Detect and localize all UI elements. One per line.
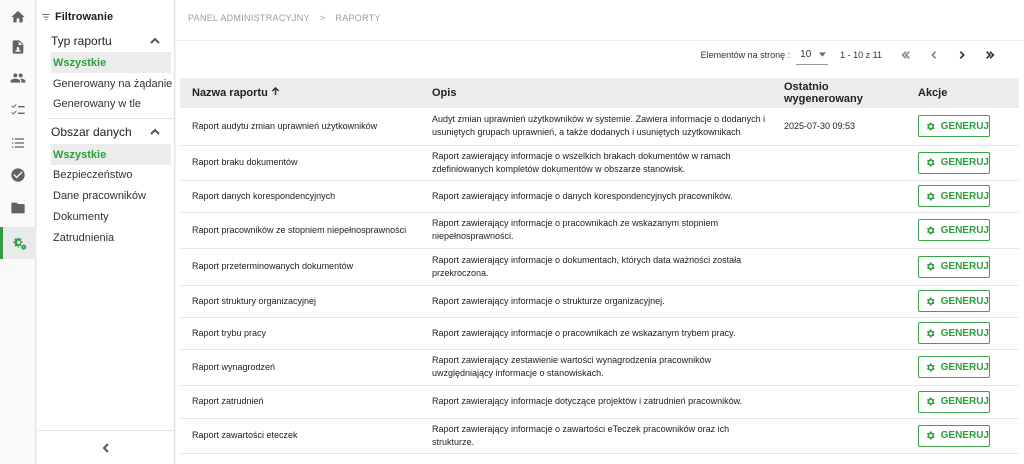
report-last-generated	[772, 385, 906, 418]
report-type-label: Typ raportu	[51, 34, 112, 48]
main-content	[176, 0, 1024, 464]
table-row	[180, 418, 1019, 453]
page-range: 1 - 10 z 11	[840, 50, 882, 60]
chevron-up-icon	[150, 127, 160, 137]
chevron-right-icon	[957, 50, 967, 60]
divider	[176, 40, 1024, 41]
generate-button-label: GENERUJ	[940, 327, 989, 339]
report-actions	[906, 349, 1019, 385]
data-area-toggle[interactable]	[49, 122, 170, 142]
report-last-generated	[772, 212, 906, 248]
generate-button[interactable]	[918, 290, 990, 312]
filter-panel	[37, 0, 175, 464]
per-page-label: Elementów na stronę :	[700, 50, 791, 60]
gear-icon	[925, 395, 936, 408]
table-row	[180, 285, 1019, 317]
report-type-option-on-demand[interactable]: Generowany na żądanie	[53, 77, 173, 90]
nav-rail	[0, 0, 36, 464]
report-actions	[906, 212, 1019, 248]
report-type-toggle[interactable]	[49, 31, 170, 51]
report-last-generated	[772, 180, 906, 212]
breadcrumb	[188, 13, 381, 23]
report-actions	[906, 145, 1019, 180]
generate-button-label: GENERUJ	[940, 430, 989, 441]
table-row	[180, 248, 1019, 285]
report-last-generated	[772, 248, 906, 285]
generate-button[interactable]	[918, 115, 990, 137]
report-description: Raport zawierający informacje o wszelkich brakach dokumentów w ramach zdefiniowanych kompletów dokumentów w obszarze stanowisk.	[420, 145, 772, 180]
column-header-name[interactable]	[180, 78, 420, 108]
dropdown-arrow-icon	[819, 52, 826, 57]
report-name: Raport danych korespondencyjnych	[180, 180, 420, 212]
data-area-label: Obszar danych	[51, 125, 132, 139]
table-row	[180, 180, 1019, 212]
table-header-row	[180, 78, 1019, 108]
generate-button-label: GENERUJ	[940, 295, 989, 307]
filter-title: Filtrowanie	[55, 11, 114, 23]
generate-button[interactable]	[918, 256, 990, 278]
report-description: Raport zawierający informacje o zawartości eTeczek pracowników oraz ich strukturze.	[420, 418, 772, 453]
per-page-value: 10	[800, 49, 812, 60]
gear-icon	[925, 327, 936, 340]
report-last-generated	[772, 285, 906, 317]
generate-button-label: GENERUJ	[940, 120, 989, 132]
generate-button-label: GENERUJ	[940, 261, 989, 272]
generate-button[interactable]	[918, 425, 990, 447]
generate-button[interactable]	[918, 391, 990, 413]
gear-icon	[925, 156, 936, 169]
table-row	[180, 385, 1019, 418]
report-description: Audyt zmian uprawnień użytkowników w systemie. Zawiera informacje o dodanych i usuniętych grupach uprawnień, a także dodanych i usuniętych użytkownikach	[420, 108, 772, 145]
breadcrumb-separator: >	[319, 13, 326, 23]
sort-arrow-up-icon	[271, 87, 280, 99]
report-type-option-background[interactable]: Generowany w tle	[53, 97, 142, 110]
gear-icon	[925, 224, 936, 237]
breadcrumb-reports: RAPORTY	[335, 13, 381, 23]
data-area-group[interactable]	[49, 122, 170, 142]
data-area-option-employee-data[interactable]: Dane pracowników	[53, 189, 146, 202]
people-icon[interactable]	[0, 63, 36, 93]
chevron-left-icon	[929, 50, 939, 60]
generate-button-label: GENERUJ	[940, 224, 989, 236]
table-row	[180, 317, 1019, 349]
previous-page-button[interactable]	[920, 50, 948, 60]
filter-icon	[41, 12, 51, 22]
first-page-button[interactable]	[892, 50, 920, 60]
breadcrumb-admin-panel[interactable]: PANEL ADMINISTRACYJNY	[188, 13, 310, 23]
report-last-generated	[772, 145, 906, 180]
generate-button[interactable]	[918, 185, 990, 207]
report-type-group[interactable]	[49, 31, 170, 51]
report-name: Raport wynagrodzeń	[180, 349, 420, 385]
chevron-left-icon	[101, 443, 111, 453]
report-actions	[906, 285, 1019, 317]
report-last-generated: 2025-07-30 09:53	[772, 108, 906, 145]
report-name: Raport audytu zmian uprawnień użytkowników	[180, 108, 420, 145]
report-actions	[906, 180, 1019, 212]
chevron-up-icon	[150, 36, 160, 46]
filter-header	[41, 11, 113, 23]
generate-button-label: GENERUJ	[940, 396, 989, 407]
checklist-icon[interactable]	[0, 95, 36, 125]
report-description: Raport zawierający informacje o dokumentach, których data ważności została przekroczona.	[420, 248, 772, 285]
folder-icon[interactable]	[0, 193, 36, 223]
column-header-name-label: Nazwa raportu	[192, 86, 268, 99]
report-actions	[906, 418, 1019, 453]
table-row	[180, 349, 1019, 385]
report-last-generated	[772, 317, 906, 349]
generate-button[interactable]	[918, 356, 990, 378]
report-name: Raport przeterminowanych dokumentów	[180, 248, 420, 285]
report-description: Raport zawierający informacje dotyczące projektów i zatrudnień pracowników.	[420, 385, 772, 418]
table-row	[180, 108, 1019, 145]
column-header-description: Opis	[420, 78, 772, 108]
home-icon[interactable]	[0, 2, 36, 32]
report-description: Raport zawierający zestawienie wartości wynagrodzenia pracowników uwzględniający informacje o stanowiskach.	[420, 349, 772, 385]
generate-button-label: GENERUJ	[940, 157, 989, 168]
report-name: Raport trybu pracy	[180, 317, 420, 349]
paginator	[701, 44, 1004, 66]
generate-button[interactable]	[918, 322, 990, 344]
gear-icon	[925, 429, 936, 442]
last-page-button[interactable]	[976, 50, 1004, 60]
next-page-button[interactable]	[948, 50, 976, 60]
generate-button[interactable]	[918, 152, 990, 174]
gear-icon	[925, 260, 936, 273]
report-description: Raport zawierający informacje o pracownikach ze wskazanym stopniem niepełnosprawności.	[420, 212, 772, 248]
table-row	[180, 212, 1019, 248]
report-description: Raport zawierający informacje o strukturze organizacyjnej.	[420, 285, 772, 317]
double-chevron-right-icon	[985, 50, 995, 60]
column-header-last-generated: Ostatnio wygenerowany	[772, 78, 906, 108]
report-type-option-all[interactable]: Wszystkie	[51, 52, 171, 73]
report-name: Raport pracowników ze stopniem niepełnosprawności	[180, 212, 420, 248]
settings-gears-icon[interactable]	[0, 227, 36, 259]
report-name: Raport braku dokumentów	[180, 145, 420, 180]
gear-icon	[925, 190, 936, 203]
collapse-panel-button[interactable]	[37, 430, 174, 464]
report-description: Raport zawierający informacje o pracownikach ze wskazanym trybem pracy.	[420, 317, 772, 349]
divider	[49, 118, 174, 119]
per-page-select[interactable]	[796, 45, 828, 65]
report-actions	[906, 317, 1019, 349]
report-actions	[906, 385, 1019, 418]
reports-table	[180, 78, 1019, 454]
data-area-option-employments[interactable]: Zatrudnienia	[53, 231, 115, 244]
generate-button-label: GENERUJ	[940, 190, 989, 202]
list-icon[interactable]	[0, 128, 36, 158]
column-header-actions: Akcje	[906, 78, 1019, 108]
gear-icon	[925, 295, 936, 308]
generate-button[interactable]	[918, 219, 990, 241]
gear-icon	[925, 120, 936, 133]
report-actions	[906, 108, 1019, 145]
data-area-option-documents[interactable]: Dokumenty	[53, 210, 109, 223]
report-name: Raport struktury organizacyjnej	[180, 285, 420, 317]
report-name: Raport zawartości eteczek	[180, 418, 420, 453]
check-circle-icon[interactable]	[0, 160, 36, 190]
data-area-option-all[interactable]: Wszystkie	[51, 144, 171, 165]
document-icon[interactable]	[0, 32, 36, 62]
double-chevron-left-icon	[901, 50, 911, 60]
gear-icon	[925, 361, 936, 374]
report-name: Raport zatrudnień	[180, 385, 420, 418]
report-last-generated	[772, 418, 906, 453]
report-last-generated	[772, 349, 906, 385]
report-actions	[906, 248, 1019, 285]
data-area-option-security[interactable]: Bezpieczeństwo	[53, 168, 133, 181]
report-description: Raport zawierający informacje o danych korespondencyjnych pracowników.	[420, 180, 772, 212]
generate-button-label: GENERUJ	[940, 361, 989, 373]
table-row	[180, 145, 1019, 180]
